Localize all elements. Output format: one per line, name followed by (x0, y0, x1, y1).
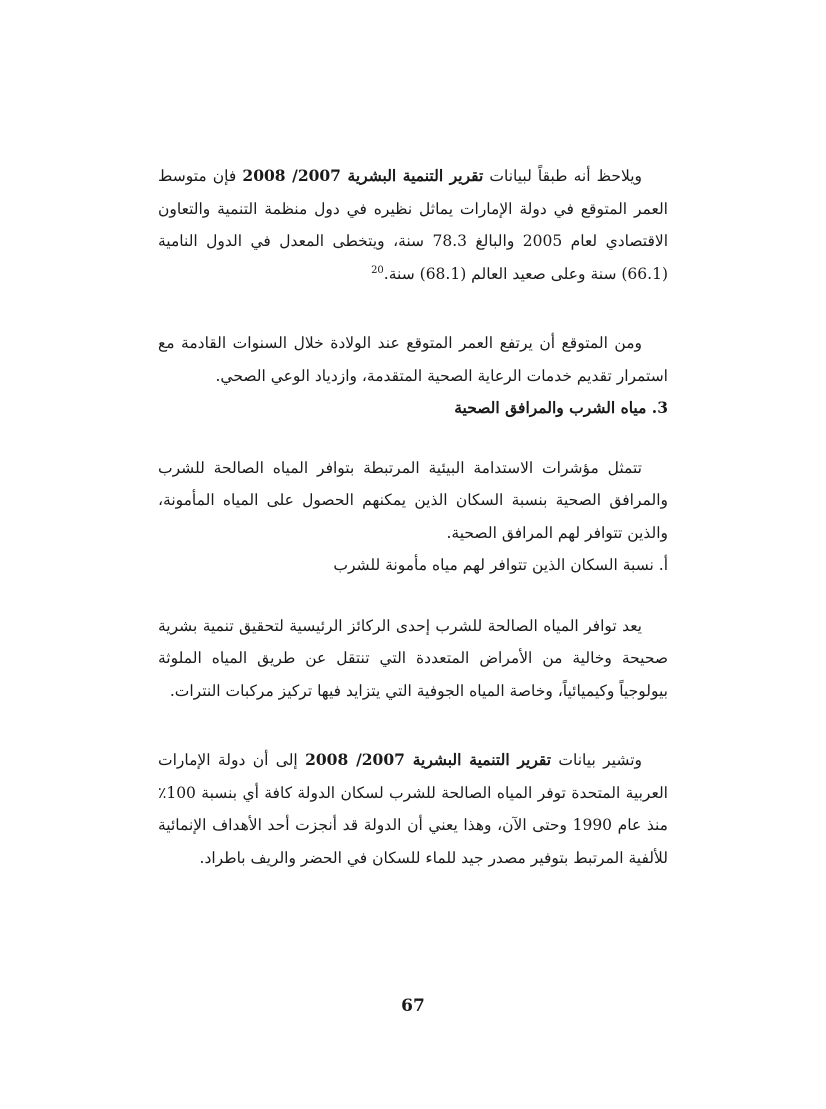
paragraph-water-data (158, 744, 668, 874)
section-heading: 3. مياه الشرب والمرافق الصحية (454, 398, 668, 417)
paragraph-safe-water: يعد توافر المياه الصالحة للشرب إحدى الركائز الرئيسية لتحقيق تنمية بشرية صحيحة وخالية من الأمراض المتعددة التي تنتقل عن طريق المياه الملوثة بيولوجياً وكيميائياً، وخاصة المياه الجوفية التي يتزايد فيها تركيز مركبات النترات. (158, 616, 668, 700)
paragraph-sustainability-indicators: تتمثل مؤشرات الاستدامة البيئية المرتبطة بتوافر المياه الصالحة للشرب والمرافق الصحية بنسبة السكان الذين يمكنهم الحصول على المياه المأمونة، والذين تتوافر لهم المرافق الصحية. (158, 458, 668, 542)
paragraph-text: إلى أن دولة الإمارات العربية المتحدة توفر المياه الصالحة للشرب لسكان الدولة كافة أي بنسبة 100٪ منذ عام 1990 وحتى الآن، وهذا يعني أن الدولة قد أنجزت أحد الأهداف الإنمائية للألفية المرتبط بتوفير مصدر جيد للماء للسكان في الحضر والريف باطراد. (158, 751, 668, 867)
body-text (158, 160, 668, 874)
paragraph-life-expectancy-outlook: ومن المتوقع أن يرتفع العمر المتوقع عند الولادة خلال السنوات القادمة مع استمرار تقديم خدمات الرعاية الصحية المتقدمة، وازدياد الوعي الصحي. (158, 334, 668, 385)
paragraph-text: وتشير بيانات (551, 751, 642, 769)
footnote-reference: 20 (371, 264, 384, 276)
subsection-heading: أ. نسبة السكان الذين تتوافر لهم مياه مأمونة للشرب (333, 556, 668, 574)
page-number: 67 (401, 996, 425, 1016)
paragraph-life-expectancy-comparison (158, 160, 668, 290)
report-title: تقرير التنمية البشرية 2007/ 2008 (305, 750, 552, 769)
report-title: تقرير التنمية البشرية 2007/ 2008 (242, 166, 484, 185)
paragraph-text: ويلاحظ أنه طبقاً لبيانات (483, 167, 642, 185)
paragraph-text: فإن متوسط العمر المتوقع في دولة الإمارات يماثل نظيره في دول منظمة التنمية والتعاون الاقتصادي لعام 2005 والبالغ 78.3 سنة، ويتخطى المعدل في الدول النامية (66.1) سنة وعلى صعيد العالم (68.1) سنة. (158, 167, 669, 283)
